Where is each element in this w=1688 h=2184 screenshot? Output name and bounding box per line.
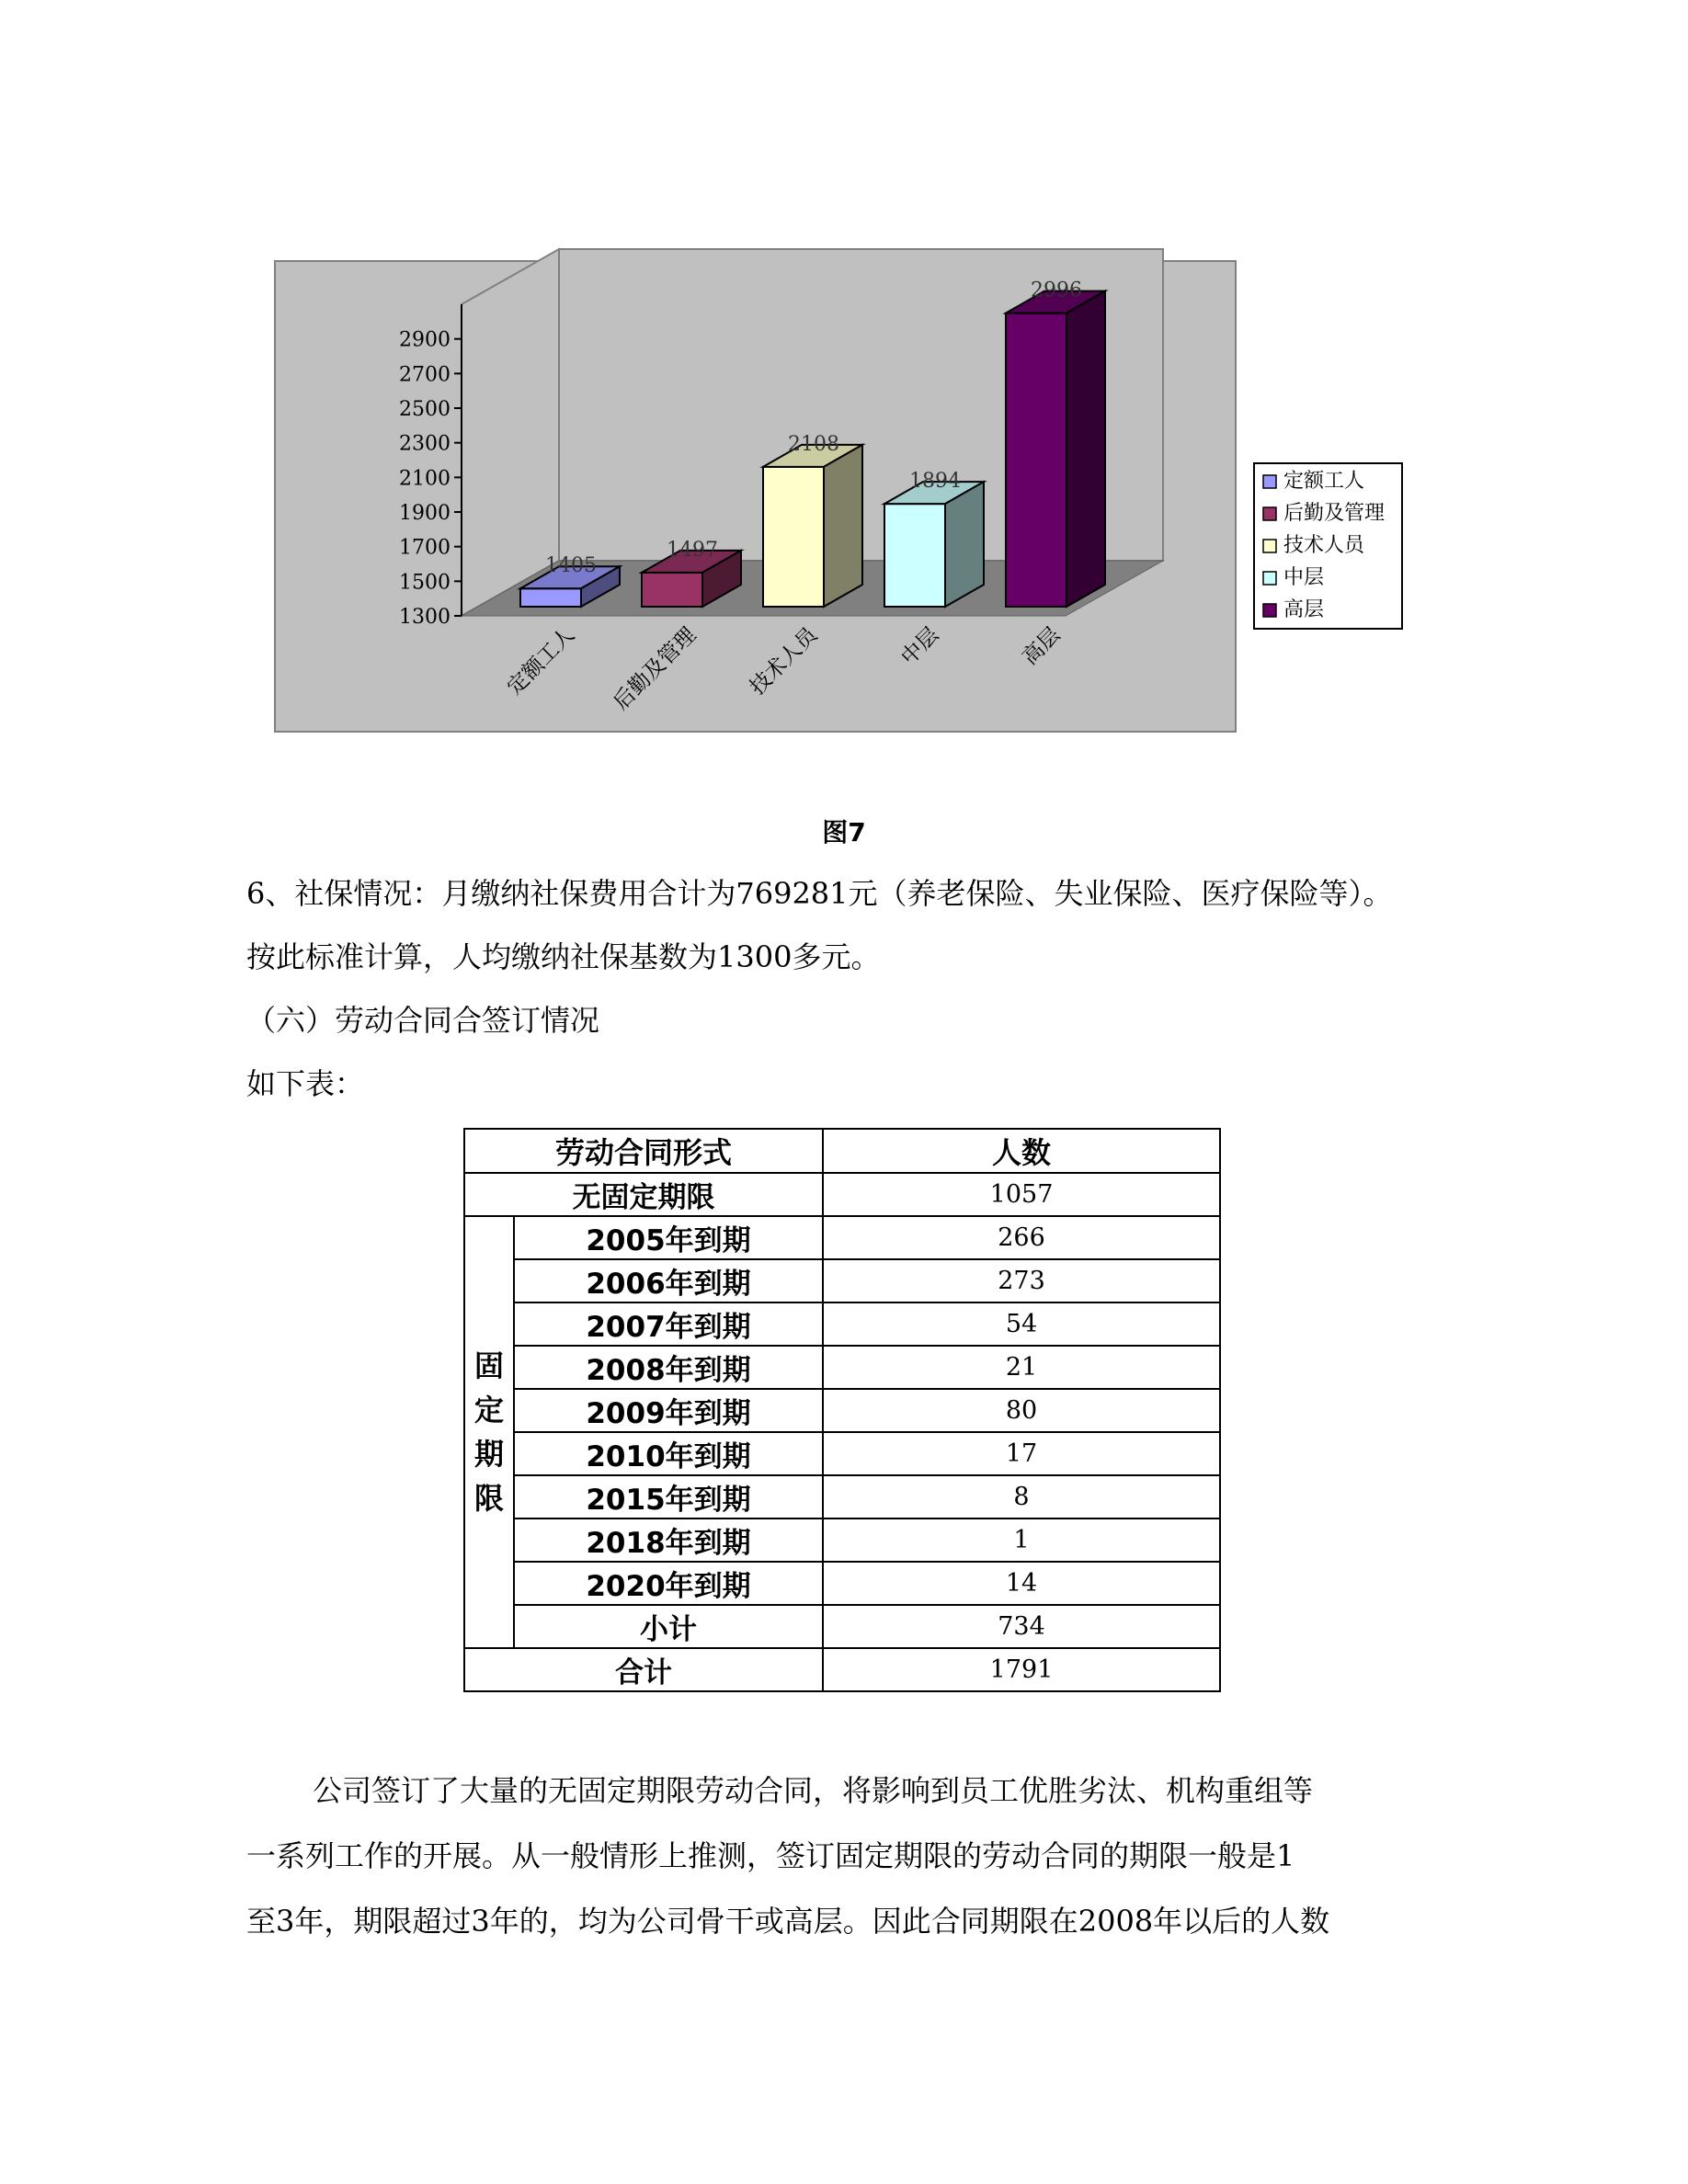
- row-count: 54: [823, 1302, 1220, 1346]
- y-tick-label: 2900: [399, 328, 451, 352]
- table-row: [464, 1216, 1220, 1259]
- row-label: 2006年到期: [514, 1259, 823, 1302]
- y-tick-label: 2300: [399, 432, 451, 456]
- table-row: [464, 1173, 1220, 1216]
- table-row: [464, 1562, 1220, 1605]
- subtotal-count: 734: [823, 1605, 1220, 1648]
- group-label-char: 固: [473, 1348, 504, 1383]
- row-count: 17: [823, 1432, 1220, 1475]
- y-tick-label: 1900: [399, 502, 451, 526]
- paragraph-conclusion-1: 公司签订了大量的无固定期限劳动合同，将影响到员工优胜劣汰、机构重组等: [313, 1773, 1314, 1808]
- group-label-fixed-term: [464, 1216, 514, 1648]
- paragraph-table-intro: 如下表：: [246, 1066, 365, 1101]
- row-count: 21: [823, 1346, 1220, 1389]
- table-row: [464, 1129, 1220, 1173]
- header-contract-form: 劳动合同形式: [464, 1129, 823, 1173]
- y-tick-label: 1700: [399, 536, 451, 560]
- total-count: 1791: [823, 1648, 1220, 1691]
- row-label: 2009年到期: [514, 1389, 823, 1432]
- row-label: 2020年到期: [514, 1562, 823, 1605]
- row-count: 273: [823, 1259, 1220, 1302]
- data-label: 1894: [909, 470, 961, 494]
- table-row: [464, 1389, 1220, 1432]
- row-count: 1057: [823, 1173, 1220, 1216]
- y-tick-label: 1500: [399, 571, 451, 595]
- x-tick-label: 高层: [1018, 622, 1066, 670]
- row-label: 无固定期限: [464, 1173, 823, 1216]
- group-label-char: 限: [473, 1481, 504, 1516]
- table-row: [464, 1648, 1220, 1691]
- legend-swatch: [1263, 540, 1276, 552]
- data-label: 2108: [788, 432, 839, 456]
- paragraph-conclusion-2: 一系列工作的开展。从一般情形上推测，签订固定期限的劳动合同的期限一般是1: [246, 1838, 1295, 1873]
- bar-chart: [0, 0, 1688, 791]
- table-row: [464, 1259, 1220, 1302]
- x-tick-label: 技术人员: [745, 622, 823, 700]
- legend-entry: 中层: [1283, 566, 1325, 589]
- data-label: 2996: [1031, 279, 1082, 302]
- contract-table: [463, 1128, 1221, 1692]
- table-row: [464, 1519, 1220, 1562]
- section-heading: （六）劳动合同合签订情况: [246, 1003, 600, 1038]
- legend-swatch: [1263, 604, 1276, 617]
- y-tick-label: 2100: [399, 467, 451, 491]
- row-label: 2005年到期: [514, 1216, 823, 1259]
- legend-entry: 技术人员: [1283, 534, 1365, 557]
- group-label-char: 定: [473, 1393, 504, 1428]
- paragraph-social-security: 6、社保情况：月缴纳社保费用合计为769281元（养老保险、失业保险、医疗保险等）。: [246, 876, 1393, 911]
- legend: [1254, 463, 1402, 629]
- legend-entry: 后勤及管理: [1283, 502, 1386, 525]
- table-row: [464, 1432, 1220, 1475]
- row-label: 2007年到期: [514, 1302, 823, 1346]
- bar-5: [1006, 291, 1105, 607]
- y-tick-label: 1300: [399, 606, 451, 629]
- row-label: 2008年到期: [514, 1346, 823, 1389]
- x-tick-label: 中层: [896, 622, 944, 670]
- subtotal-label: 小计: [514, 1605, 823, 1648]
- legend-swatch: [1263, 475, 1276, 488]
- bar-3: [763, 445, 862, 607]
- y-tick-label: 2500: [399, 398, 451, 422]
- row-count: 14: [823, 1562, 1220, 1605]
- total-label: 合计: [464, 1648, 823, 1691]
- row-label: 2018年到期: [514, 1519, 823, 1562]
- header-count: 人数: [823, 1129, 1220, 1173]
- x-tick-label: 后勤及管理: [609, 622, 701, 715]
- group-label-char: 期: [473, 1437, 504, 1472]
- paragraph-base-amount: 按此标准计算，人均缴纳社保基数为1300多元。: [246, 939, 881, 974]
- row-label: 2010年到期: [514, 1432, 823, 1475]
- legend-entry: 定额工人: [1283, 470, 1365, 493]
- table-row: [464, 1605, 1220, 1648]
- row-count: 1: [823, 1519, 1220, 1562]
- table-row: [464, 1302, 1220, 1346]
- table-row: [464, 1475, 1220, 1519]
- bar-4: [884, 482, 984, 607]
- row-count: 8: [823, 1475, 1220, 1519]
- row-count: 266: [823, 1216, 1220, 1259]
- x-tick-label: 定额工人: [502, 622, 580, 700]
- legend-entry: 高层: [1283, 598, 1325, 621]
- legend-swatch: [1263, 507, 1276, 520]
- y-tick-label: 2700: [399, 363, 451, 387]
- paragraph-conclusion-3: 至3年，期限超过3年的，均为公司骨干或高层。因此合同期限在2008年以后的人数: [246, 1904, 1330, 1939]
- figure-caption: 图7: [822, 817, 866, 847]
- data-label: 1497: [667, 538, 718, 562]
- data-label: 1405: [545, 554, 597, 578]
- row-count: 80: [823, 1389, 1220, 1432]
- legend-swatch: [1263, 572, 1276, 585]
- row-label: 2015年到期: [514, 1475, 823, 1519]
- table-row: [464, 1346, 1220, 1389]
